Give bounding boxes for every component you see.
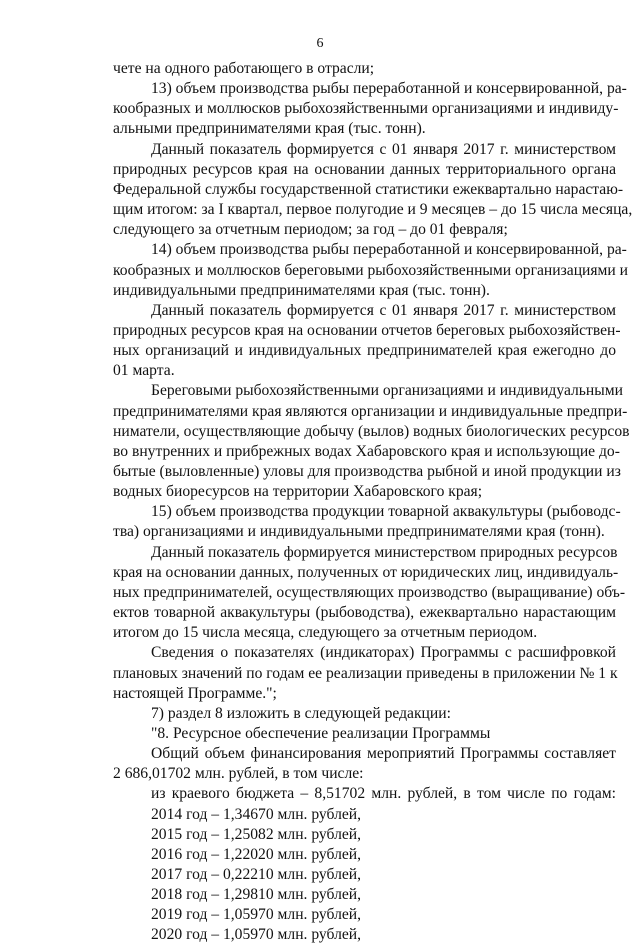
text-line: водных биоресурсов на территории Хабаровского края;	[113, 483, 483, 501]
text-line: края на основании данных, полученных от юридических лиц, индивидуаль-	[113, 563, 619, 581]
text-line: ных предпринимателей, осуществляющих производство (выращивание) объ-	[113, 583, 626, 601]
text-line: ектов товарной аквакультуры (рыбоводства), ежеквартально нарастающим	[113, 604, 616, 622]
text-line: ных организаций и индивидуальных предпринимателей края ежегодно до	[113, 342, 616, 360]
text-line: 2020 год – 1,05970 млн. рублей,	[151, 926, 362, 944]
text-line: 2014 год – 1,34670 млн. рублей,	[151, 805, 362, 823]
text-line: 14) объем производства рыбы переработанной и консервированной, ра-	[151, 241, 627, 259]
text-line: 01 марта.	[113, 362, 175, 380]
text-line: природных ресурсов края на основании отчетов береговых рыбохозяйствен-	[113, 321, 621, 339]
text-line: Данный показатель формируется с 01 января 2017 г. министерством	[151, 140, 616, 158]
text-line: 2017 год – 0,22210 млн. рублей,	[151, 866, 362, 883]
text-line: 7) раздел 8 изложить в следующей редакции:	[151, 704, 451, 722]
text-line: 13) объем производства рыбы переработанной и консервированной, ра-	[151, 80, 627, 98]
text-line: альными предпринимателями края (тыс. тонн).	[113, 120, 426, 138]
text-line: 15) объем производства продукции товарной аквакультуры (рыбоводс-	[151, 503, 621, 521]
text-line: кообразных и моллюсков рыбохозяйственными организациями и индивиду-	[113, 100, 619, 118]
text-line: во внутренних и прибрежных водах Хабаровского края и использующие до-	[113, 442, 620, 460]
text-line: плановых значений по годам ее реализации приведены в приложении № 1 к	[113, 664, 618, 682]
text-line: кообразных и моллюсков береговыми рыбохозяйственными организациями и	[113, 261, 629, 279]
text-line: щим итогом: за I квартал, первое полугодие и 9 месяцев – до 15 числа месяца,	[113, 201, 633, 219]
text-line: Сведения о показателях (индикаторах) Программы с расшифровкой	[151, 644, 616, 662]
text-line: тва) организациями и индивидуальными предпринимателями края (тонн).	[113, 523, 605, 541]
text-line: Данный показатель формируется с 01 января 2017 г. министерством	[151, 301, 616, 319]
text-line: 2016 год – 1,22020 млн. рублей,	[151, 845, 362, 863]
text-line: 2018 год – 1,29810 млн. рублей,	[151, 886, 362, 904]
text-line: следующего за отчетным периодом; за год – до 01 февраля;	[113, 221, 508, 239]
text-line: Общий объем финансирования мероприятий Программы составляет	[151, 745, 616, 763]
text-line: Береговыми рыбохозяйственными организациями и индивидуальными	[151, 382, 623, 400]
text-line: 2 686,01702 млн. рублей, в том числе:	[113, 765, 364, 783]
text-line: настоящей Программе.";	[113, 684, 277, 702]
text-line: индивидуальными предпринимателями края (тыс. тонн).	[113, 281, 490, 299]
text-line: бытые (выловленные) уловы для производства рыбной и иной продукции из	[113, 463, 621, 480]
text-line: 2015 год – 1,25082 млн. рублей,	[151, 825, 362, 843]
text-line: Федеральной службы государственной статистики ежеквартально нарастаю-	[113, 180, 624, 198]
page-number: 6	[316, 36, 324, 51]
text-line: из краевого бюджета – 8,51702 млн. рублей, в том числе по годам:	[151, 785, 616, 803]
text-line: "8. Ресурсное обеспечение реализации Программы	[151, 724, 491, 742]
text-line: 2019 год – 1,05970 млн. рублей,	[151, 906, 362, 924]
text-line: Данный показатель формируется министерством природных ресурсов	[151, 543, 618, 561]
text-line: предпринимателями края являются организации и индивидуальные предпри-	[113, 402, 628, 420]
text-line: чете на одного работающего в отрасли;	[113, 60, 375, 77]
text-line: природных ресурсов края на основании данных территориального органа	[113, 160, 616, 178]
text-line: ниматели, осуществляющие добычу (вылов) водных биологических ресурсов	[113, 422, 630, 440]
text-line: итогом до 15 числа месяца, следующего за отчетным периодом.	[113, 624, 538, 642]
